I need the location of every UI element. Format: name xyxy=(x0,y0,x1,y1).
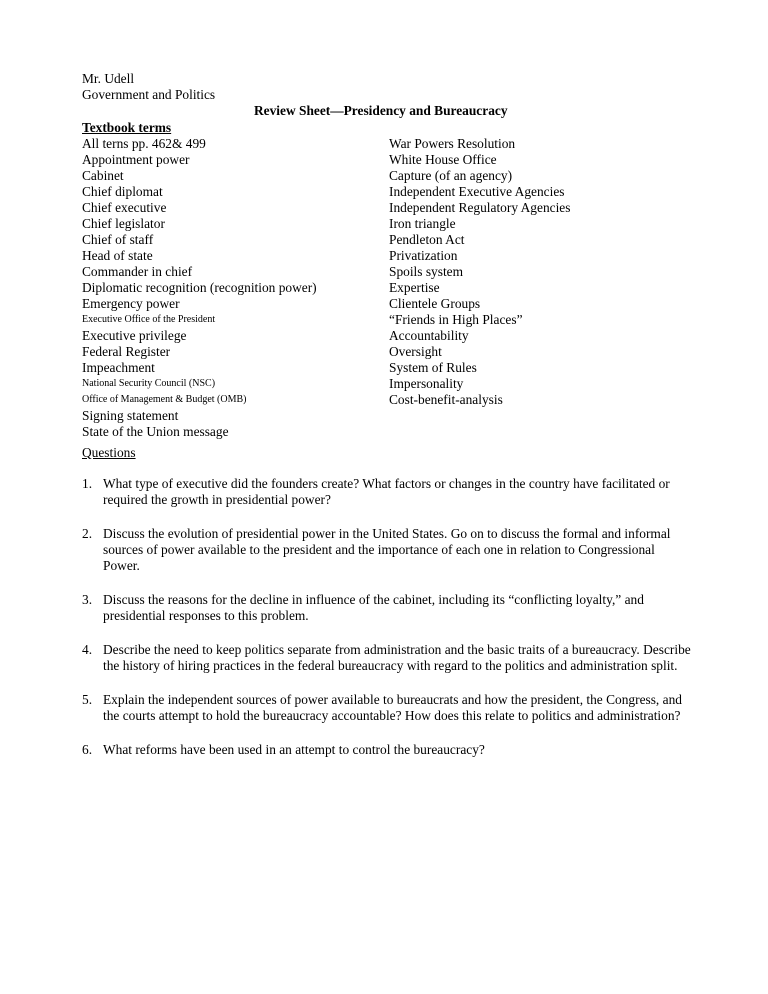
term-item: Clientele Groups xyxy=(389,296,481,311)
term-item: Chief diplomat xyxy=(82,184,163,199)
term-item: Pendleton Act xyxy=(389,232,465,247)
terms-left-column xyxy=(82,136,317,440)
question-item xyxy=(82,476,692,508)
term-item: Chief executive xyxy=(82,200,167,215)
term-item: Office of Management & Budget (OMB) xyxy=(82,394,247,405)
term-item: Executive Office of the President xyxy=(82,314,216,325)
question-number: 5. xyxy=(82,692,93,707)
question-item xyxy=(82,526,692,574)
terms-right-column xyxy=(389,136,570,408)
term-item: White House Office xyxy=(389,152,497,167)
term-item: Diplomatic recognition (recognition power) xyxy=(82,280,317,295)
question-number: 6. xyxy=(82,742,93,757)
term-item: Signing statement xyxy=(82,408,179,423)
term-item: Cost-benefit-analysis xyxy=(389,392,503,407)
term-item: Accountability xyxy=(389,328,469,343)
term-item: Executive privilege xyxy=(82,328,187,343)
questions-list xyxy=(82,476,692,776)
term-item: State of the Union message xyxy=(82,424,229,439)
term-item: Expertise xyxy=(389,280,440,295)
question-item xyxy=(82,592,692,624)
question-text: What reforms have been used in an attempt to control the bureaucracy? xyxy=(103,742,485,757)
question-item xyxy=(82,642,692,674)
term-item: Appointment power xyxy=(82,152,190,167)
question-item xyxy=(82,742,692,758)
terms-heading: Textbook terms xyxy=(82,120,172,135)
question-number: 1. xyxy=(82,476,93,491)
term-item: Emergency power xyxy=(82,296,180,311)
questions-heading: Questions xyxy=(82,445,136,460)
term-item: Commander in chief xyxy=(82,264,193,279)
term-item: “Friends in High Places” xyxy=(389,312,523,327)
term-item: Federal Register xyxy=(82,344,171,359)
term-item: Head of state xyxy=(82,248,153,263)
term-item: System of Rules xyxy=(389,360,477,375)
term-item: Chief of staff xyxy=(82,232,154,247)
term-item: All terns pp. 462& 499 xyxy=(82,136,206,151)
question-text: What type of executive did the founders create? What factors or changes in the country have facilitated or required the growth in presidential power? xyxy=(103,476,670,507)
term-item: Iron triangle xyxy=(389,216,456,231)
term-item: Impersonality xyxy=(389,376,464,391)
question-number: 2. xyxy=(82,526,93,541)
term-item: War Powers Resolution xyxy=(389,136,516,151)
teacher-name: Mr. Udell xyxy=(82,71,135,86)
term-item: Chief legislator xyxy=(82,216,165,231)
term-item: Spoils system xyxy=(389,264,464,279)
question-text: Discuss the evolution of presidential power in the United States. Go on to discuss the formal and informal sources of power available to the president and the importance of each one in relation to Congressional Power. xyxy=(103,526,671,573)
question-text: Explain the independent sources of power available to bureaucrats and how the president, the Congress, and the courts attempt to hold the bureaucracy accountable? How does this relate to politics and administration? xyxy=(103,692,682,723)
question-text: Discuss the reasons for the decline in influence of the cabinet, including its “conflicting loyalty,” and presidential responses to this problem. xyxy=(103,592,644,623)
course-name: Government and Politics xyxy=(82,87,216,102)
question-number: 4. xyxy=(82,642,93,657)
term-item: National Security Council (NSC) xyxy=(82,378,216,389)
term-item: Oversight xyxy=(389,344,442,359)
term-item: Independent Regulatory Agencies xyxy=(389,200,571,215)
term-item: Cabinet xyxy=(82,168,124,183)
term-item: Privatization xyxy=(389,248,458,263)
term-item: Independent Executive Agencies xyxy=(389,184,565,199)
document-title: Review Sheet—Presidency and Bureaucracy xyxy=(254,103,508,118)
question-number: 3. xyxy=(82,592,93,607)
question-item xyxy=(82,692,692,724)
term-item: Capture (of an agency) xyxy=(389,168,513,183)
question-text: Describe the need to keep politics separate from administration and the basic traits of a bureaucracy. Describe the history of hiring practices in the federal bureaucracy with regard to the politics and administration split. xyxy=(103,642,691,673)
term-item: Impeachment xyxy=(82,360,155,375)
